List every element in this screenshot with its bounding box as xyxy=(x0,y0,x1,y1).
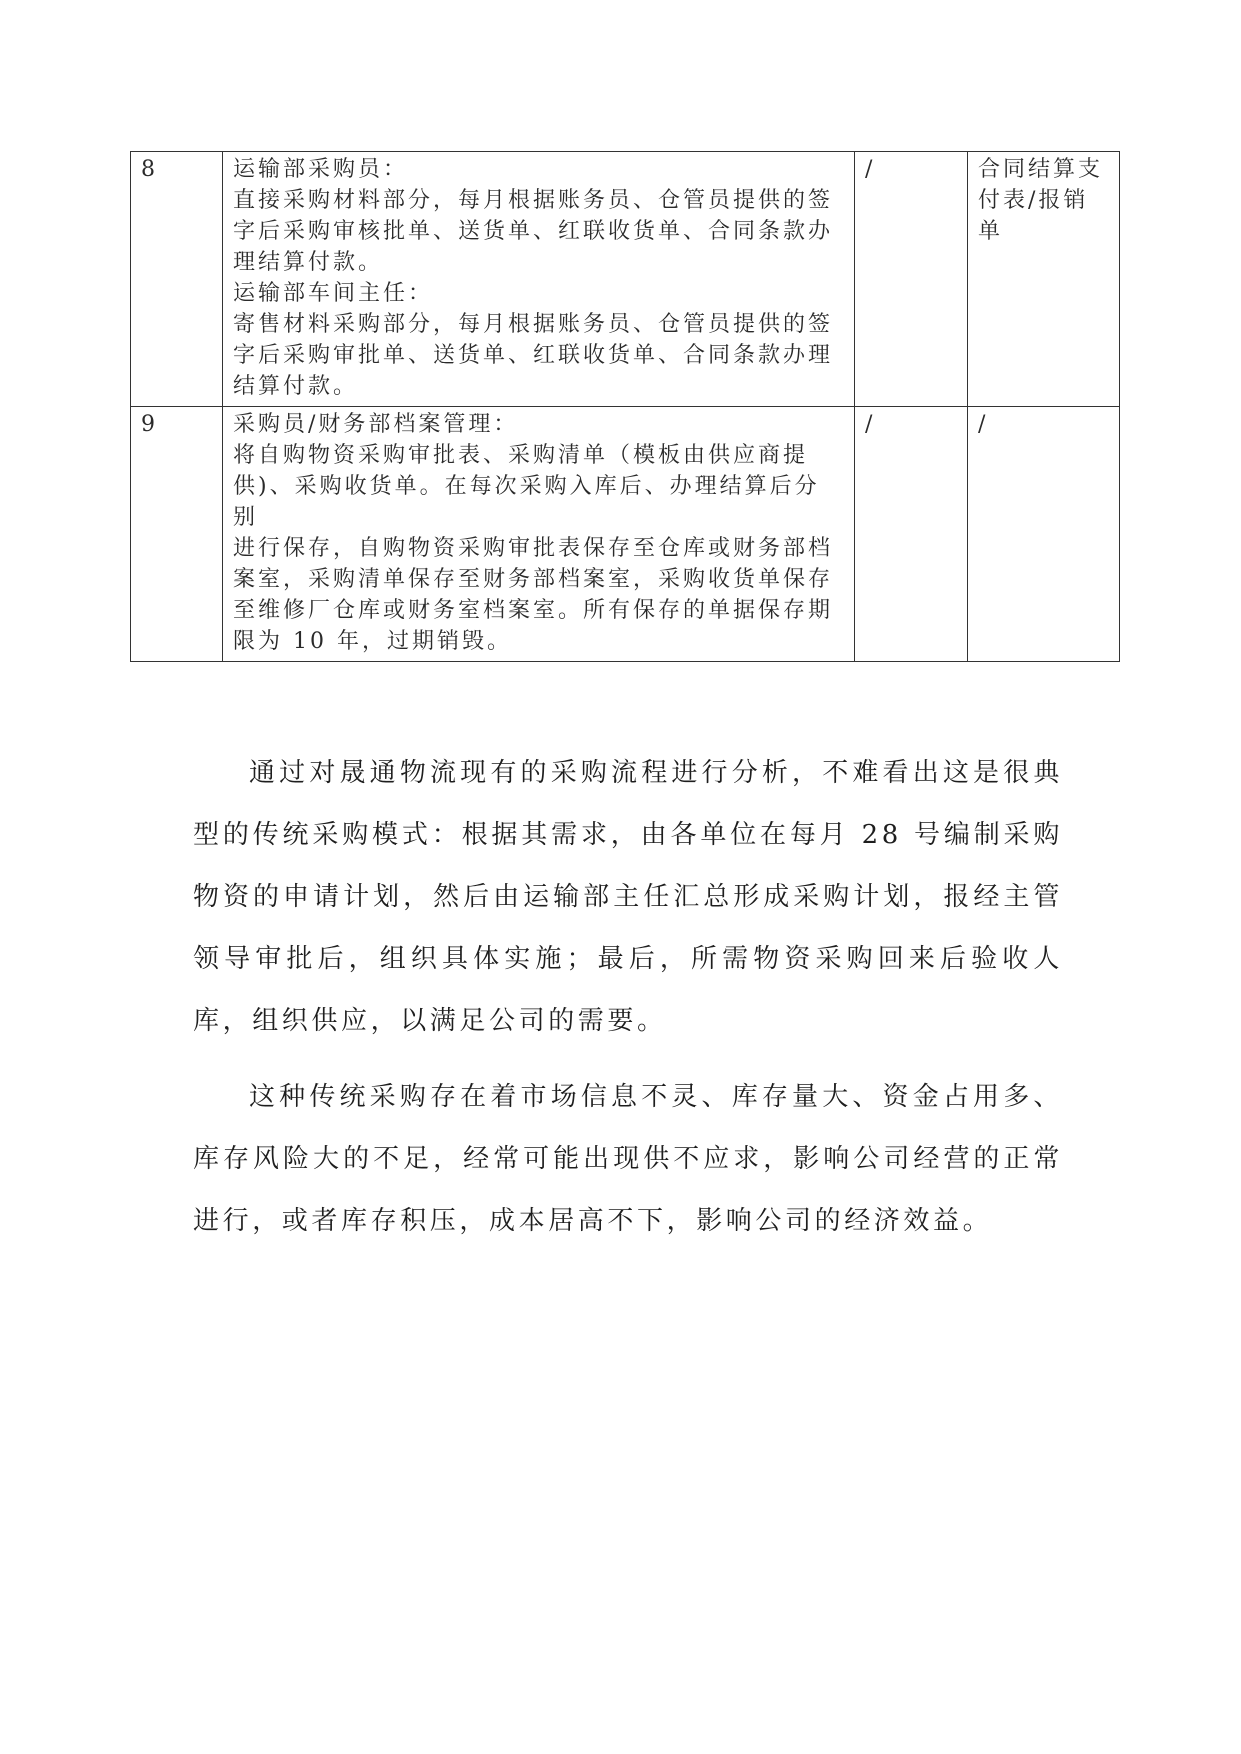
description-line: 寄售材料采购部分，每月根据账务员、仓管员提供的签 xyxy=(233,312,834,337)
description-line: 直接采购材料部分，每月根据账务员、仓管员提供的签 xyxy=(233,188,834,213)
description-line: 运输部车间主任： xyxy=(233,281,434,306)
description-line: 采购员/财务部档案管理： xyxy=(233,412,519,437)
document-line: 合同结算支 xyxy=(978,157,1104,182)
slash-cell: / xyxy=(855,152,968,407)
step-description-cell xyxy=(223,407,855,662)
description-line: 案室，采购清单保存至财务部档案室，采购收货单保存 xyxy=(233,567,834,592)
table-row xyxy=(131,152,1120,407)
description-line: 字后采购审核批单、送货单、红联收货单、合同条款办 xyxy=(233,219,834,244)
slash-cell: / xyxy=(855,407,968,662)
description-line: 将自购物资采购审批表、采购清单（模板由供应商提 xyxy=(233,443,809,468)
body-paragraph-analysis: 通过对晟通物流现有的采购流程进行分析，不难看出这是很典型的传统采购模式：根据其需求，由各单位在每月 28 号编制采购物资的申请计划，然后由运输部主任汇总形成采购计划，报经主管领导审批后，组织具体实施；最后，所需物资采购回来后验收人库，组织供应，以满足公司的需要。 xyxy=(193,758,1063,1036)
document-cell xyxy=(968,152,1120,407)
procurement-process-table xyxy=(130,151,1120,662)
description-line: 结算付款。 xyxy=(233,374,359,399)
document-line: / xyxy=(978,412,989,437)
description-line: 字后采购审批单、送货单、红联收货单、合同条款办理 xyxy=(233,343,834,368)
table-row xyxy=(131,407,1120,662)
description-line: 限为 10 年，过期销毁。 xyxy=(233,629,512,654)
description-line: 理结算付款。 xyxy=(233,250,384,275)
document-line: 付表/报销 xyxy=(978,188,1089,213)
description-line: 进行保存，自购物资采购审批表保存至仓库或财务部档 xyxy=(233,536,834,561)
document-cell xyxy=(968,407,1120,662)
step-description-cell xyxy=(223,152,855,407)
description-line: 供)、采购收货单。在每次采购入库后、办理结算后分别 xyxy=(233,474,820,530)
document-line: 单 xyxy=(978,219,1004,244)
step-number-cell: 8 xyxy=(131,152,223,407)
body-paragraph-drawbacks: 这种传统采购存在着市场信息不灵、库存量大、资金占用多、库存风险大的不足，经常可能出现供不应求，影响公司经营的正常进行，或者库存积压，成本居高不下，影响公司的经济效益。 xyxy=(193,1082,1063,1236)
step-number-cell: 9 xyxy=(131,407,223,662)
description-line: 至维修厂仓库或财务室档案室。所有保存的单据保存期 xyxy=(233,598,834,623)
description-line: 运输部采购员： xyxy=(233,157,409,182)
